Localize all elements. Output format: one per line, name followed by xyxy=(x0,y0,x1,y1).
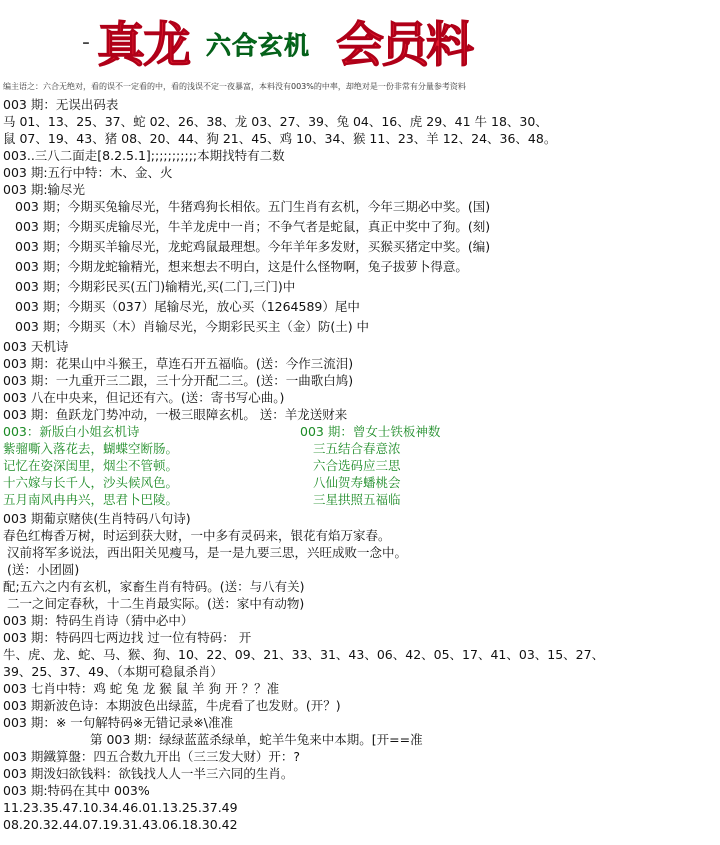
text-line: 汉前将军多说法，西出阳关见瘦马，是一是九要三思，兴旺成败一念中。 xyxy=(7,545,408,560)
text-line: 003 八在中央来，但记还有六。(送：寄书写心曲。) xyxy=(3,390,285,405)
number-line: 11.23.35.47.10.34.46.01.13.25.37.49 xyxy=(3,800,238,815)
banner-title-right: 会员料 xyxy=(336,17,472,73)
text-line: 003 期；今期买（037）尾输尽光，放心买（1264589）尾中 xyxy=(15,299,360,314)
text-line: 39、25、37、49、（本期可稳鼠杀肖） xyxy=(3,664,223,679)
text-line: 003 期；今期买（木）肖输尽光，今期彩民买主（金）防(土) 中 xyxy=(15,319,370,334)
text-line: 003 期:特码在其中 003% xyxy=(3,783,150,798)
text-line: 马 01、13、25、37、蛇 02、26、38、龙 03、27、39、兔 04、16、虎 29、41 牛 18、30、 xyxy=(3,114,548,129)
poem-left-line: 记忆在姿深闺里，烟尘不管顿。 xyxy=(3,458,179,473)
poem-right-line: 三星拱照五福临 xyxy=(313,492,401,507)
poem-right-line: 六合选码应三思 xyxy=(313,458,401,473)
poem-right-line: 三五结合春意浓 xyxy=(313,441,401,456)
poem-left-line: 紫骝嘶入落花去，蝴蝶空断肠。 xyxy=(3,441,179,456)
text-line: 003 期；今期买羊输尽光，龙蛇鸡鼠最理想。今年羊年多发财，买猴买猪定中奖。(编) xyxy=(15,239,491,254)
text-line: 003 期：※ 一句解特码※无错记录※\准准 xyxy=(3,715,233,730)
text-line: 003 期：无误出码表 xyxy=(3,97,119,112)
text-line: 003 期葡京赌侠(生肖特码八句诗) xyxy=(3,511,191,526)
poem-left-line: 五月南风冉冉兴，思君卜巴陵。 xyxy=(3,492,179,507)
text-line: 003 期新波色诗：本期波色出绿蓝，牛虎看了也发财。(开？) xyxy=(3,698,341,713)
text-line: 003 期：特码四七两边找 过一位有特码： 开 xyxy=(3,630,252,645)
text-line: 牛、虎、龙、蛇、马、猴、狗、10、22、09、21、33、31、43、06、42、05、17、41、03、15、27、 xyxy=(3,647,605,662)
text-line: 鼠 07、19、43、猪 08、20、44、狗 21、45、鸡 10、34、猴 11、23、羊 12、24、36、48。 xyxy=(3,131,557,146)
text-line: 003 期泼妇欲钱料：欲钱找人人一半三六同的生肖。 xyxy=(3,766,294,781)
text-line: 003 期；今期买虎输尽光，牛羊龙虎中一肖；不争气者是蛇鼠，真正中奖中了狗。(刻) xyxy=(15,219,491,234)
text-line: (送：小团圆) xyxy=(7,562,80,577)
text-line: 003..三八二面走[8.2.5.1];;;;;;;;;;;本期找特有二数 xyxy=(3,148,285,163)
text-line: 003 七肖中特：鸡 蛇 兔 龙 猴 鼠 羊 狗 开 ？？准 xyxy=(3,681,280,696)
number-line: 08.20.32.44.07.19.31.43.06.18.30.42 xyxy=(3,817,238,832)
text-line: 003 期；今期买兔输尽光，牛猪鸡狗长相依。五门生肖有玄机，今年三期必中奖。(国) xyxy=(15,199,491,214)
poem-left-title: 003：新版白小姐玄机诗 xyxy=(3,424,140,439)
text-line: 二一之间定春秋，十二生肖最实际。(送：家中有动物) xyxy=(7,596,305,611)
text-line: 003 期：一九重开三二跟，三十分开配二三。(送：一曲歌白鸠) xyxy=(3,373,354,388)
text-line: 003 期；今期龙蛇输精光，想来想去不明白，这是什么怪物啊，兔子拔萝卜得意。 xyxy=(15,259,468,274)
text-line: 003 期:五行中特：木、金、火 xyxy=(3,165,173,180)
banner-title-mid: 六合玄机 xyxy=(206,31,311,60)
poem-right-line: 八仙贺寿蟠桃会 xyxy=(313,475,401,490)
text-line: 003 期：鱼跃龙门势冲动，一极三眼障玄机。 送：羊龙送财来 xyxy=(3,407,348,422)
text-line: 003 天机诗 xyxy=(3,339,69,354)
banner xyxy=(0,0,720,74)
text-line: 第 003 期：绿绿蓝蓝杀绿单，蛇羊牛兔来中本期。[开==准 xyxy=(90,732,423,747)
text-line: 003 期：特码生肖诗（猜中必中） xyxy=(3,613,194,628)
text-line: 003 期：花果山中斗猴王，草连石开五福临。(送：今作三流泪) xyxy=(3,356,354,371)
text-line: 003 期:输尽光 xyxy=(3,182,86,197)
disclaimer: 编主语之：六合无绝对，看的误不一定看的中，看的浅误不定一夜暴富，本料没有003%的中率，却绝对是一份非常有分量参考资料 xyxy=(3,82,466,91)
text-line: 003 期；今期彩民买(五门)输精光,买(二门,三门)中 xyxy=(15,279,296,294)
banner-title-left: 真龙 xyxy=(97,17,190,73)
text-line: 003 期鐵算盤：四五合数九开出（三三发大财）开：? xyxy=(3,749,300,764)
text-line: 配;五六之内有玄机，家畜生肖有特码。(送：与八有关) xyxy=(3,579,305,594)
banner-dash: - xyxy=(82,30,90,55)
poem-left-line: 十六嫁与长千人，沙头候风色。 xyxy=(3,475,179,490)
poem-right-title: 003 期：曾女士铁板神数 xyxy=(300,424,441,439)
text-line: 春色红梅香万树，时运到获大财，一中多有灵码来，银花有焰万家春。 xyxy=(3,528,391,543)
